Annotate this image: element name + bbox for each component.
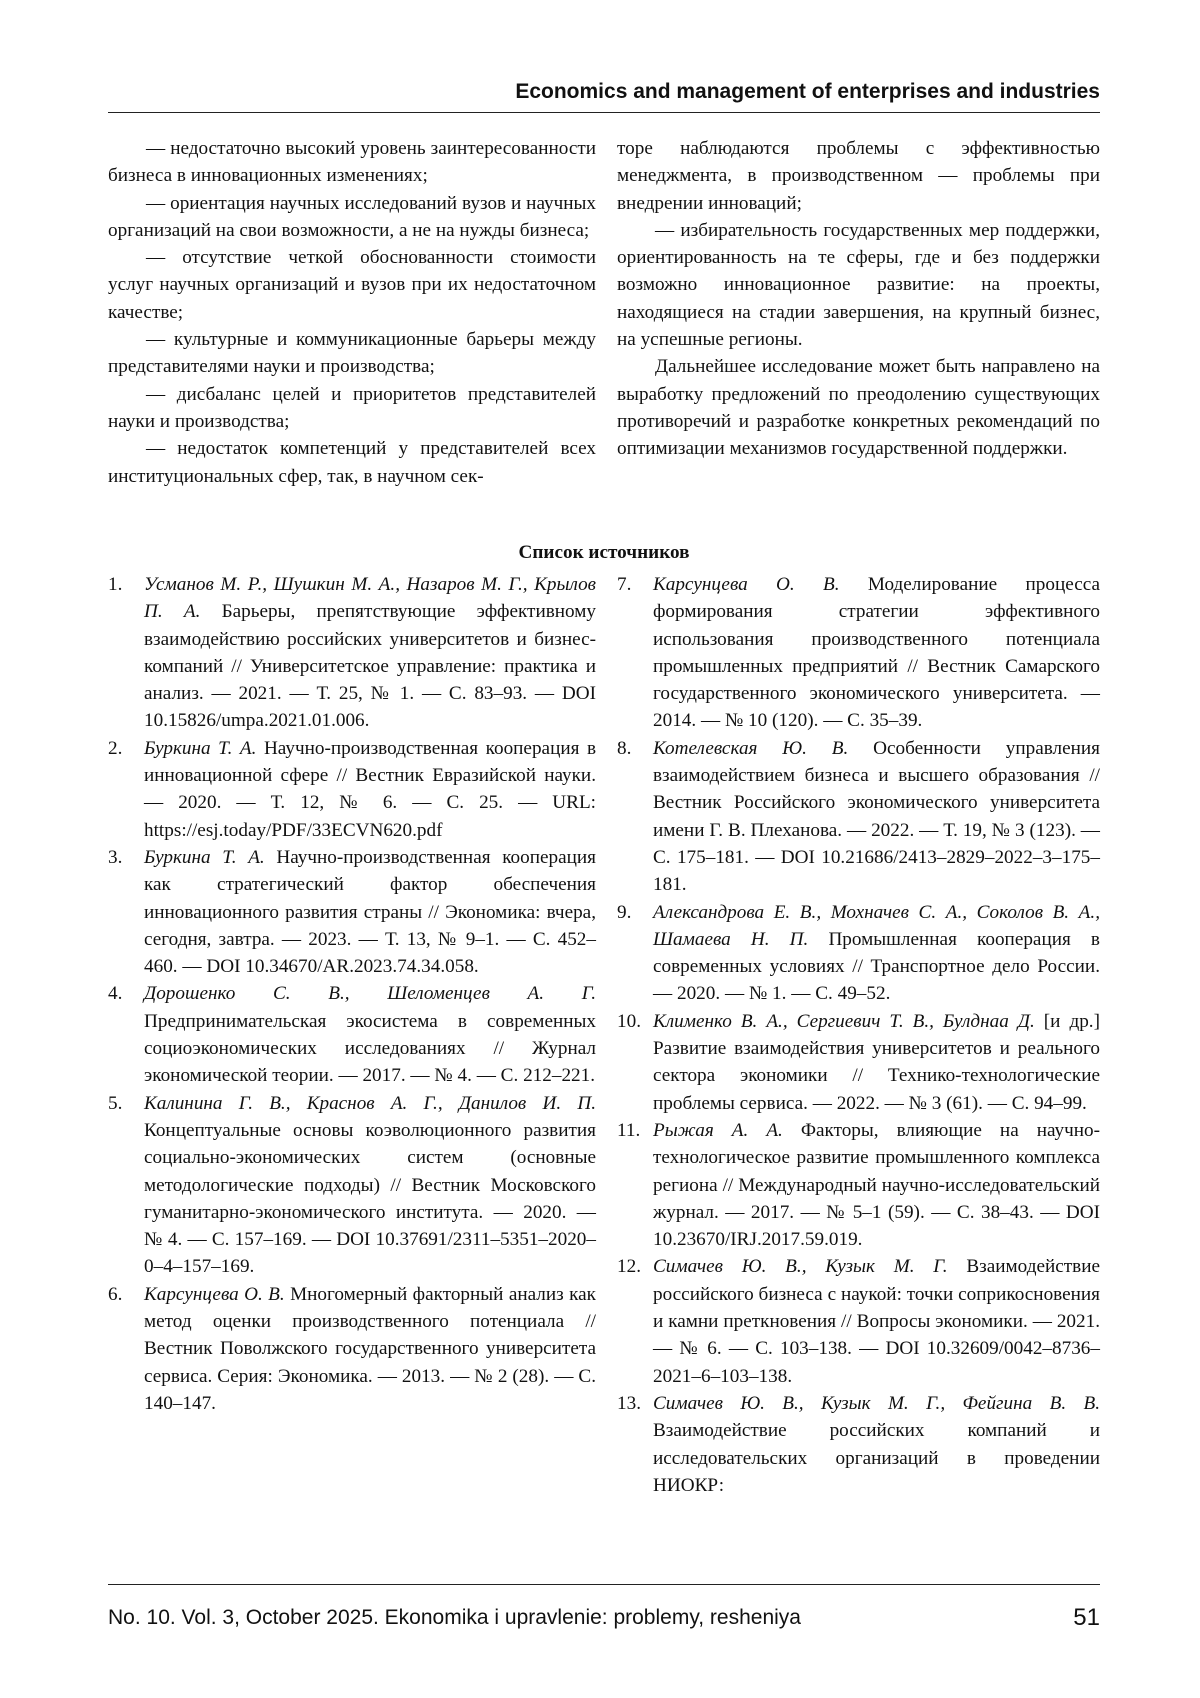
reference-item [108, 1090, 596, 1281]
references-right-column [617, 571, 1100, 1499]
reference-text: Научно-производственная кооперация в инновационной сфере // Вестник Евразийской науки. — 2020. — Т. 12, № 6. — С. 25. — URL: https://esj.today/PDF/33ECVN620.pdf [144, 737, 596, 841]
reference-authors: Буркина Т. А. [144, 846, 265, 868]
paragraph: — отсутствие четкой обоснованности стоимости услуг научных организаций и вузов при их недостаточном качестве; [108, 247, 596, 323]
reference-item [108, 735, 596, 844]
reference-authors: Калинина Г. В., Краснов А. Г., Данилов И. П. [144, 1092, 596, 1114]
reference-authors: Дорошенко С. В., Шеломенцев А. Г. [144, 983, 596, 1005]
references-left-column [108, 571, 596, 1417]
reference-text: Взаимодействие российских компаний и исследовательских организаций в проведении НИОКР: [653, 1420, 1100, 1496]
reference-item [617, 571, 1100, 735]
reference-item [108, 571, 596, 735]
footer-rule [108, 1584, 1100, 1585]
reference-text: Промышленная кооперация в современных условиях // Транспортное дело России. — 2020. — № 1. — С. 49–52. [653, 928, 1100, 1005]
right-text-column [617, 135, 1100, 463]
paragraph: — недостаточно высокий уровень заинтересованности бизнеса в инновационных изменениях; [108, 138, 596, 187]
reference-number: 12. [617, 1256, 641, 1278]
reference-authors: Симачев Ю. В., Кузык М. Г., Фейгина В. В. [653, 1392, 1100, 1414]
reference-item [617, 735, 1100, 899]
reference-text: Научно-производственная кооперация как стратегический фактор обеспечения инновационного развития страны // Экономика: вчера, сегодня, завтра. — 2023. — Т. 13, № 9–1. — С. 452–460. — DOI 10.34670/AR.2023.74.34.058. [144, 846, 596, 978]
paragraph: торе наблюдаются проблемы с эффективностью менеджмента, в производственном — проблемы при внедрении инноваций; [617, 138, 1100, 214]
reference-number: 5. [108, 1092, 123, 1114]
reference-authors: Симачев Ю. В., Кузык М. Г. [653, 1256, 948, 1278]
footer-journal-info: No. 10. Vol. 3, October 2025. Ekonomika i upravlenie: problemy, resheniya [108, 1606, 801, 1629]
reference-authors: Котелевская Ю. В. [653, 737, 849, 759]
header-rule [108, 112, 1100, 113]
reference-number: 10. [617, 1010, 641, 1032]
reference-item [617, 1390, 1100, 1499]
reference-item [108, 844, 596, 980]
reference-item [617, 1008, 1100, 1117]
paragraph: Дальнейшее исследование может быть направлено на выработку предложений по преодолению существующих противоречий и разработке конкретных рекомендаций по оптимизации механизмов государственной поддержки. [617, 356, 1100, 460]
paragraph: — культурные и коммуникационные барьеры между представителями науки и производства; [108, 329, 596, 378]
reference-number: 13. [617, 1392, 641, 1414]
reference-text: Особенности управления взаимодействием бизнеса и высшего образования // Вестник Российского экономического университета имени Г. В. Плеханова. — 2022. — Т. 19, № 3 (123). — С. 175–181. — DOI 10.21686/2413–2829–2022–3–175–181. [653, 737, 1100, 896]
reference-number: 7. [617, 574, 632, 595]
paragraph: — дисбаланс целей и приоритетов представителей науки и производства; [108, 383, 596, 432]
reference-item [617, 899, 1100, 1008]
reference-number: 4. [108, 983, 123, 1005]
references-title: Список источников [518, 542, 690, 563]
paragraph: — избирательность государственных мер поддержки, ориентированность на те сферы, где и без поддержки возможно инновационное развитие: на проекты, находящиеся на стадии завершения, на крупный бизнес, на успешные регионы. [617, 219, 1100, 351]
reference-text: Многомерный факторный анализ как метод оценки производственного потенциала // Вестник Поволжского государственного университета сервиса. Серия: Экономика. — 2013. — № 2 (28). — С. 140–147. [144, 1283, 596, 1414]
reference-text: Взаимодействие российского бизнеса с наукой: точки соприкосновения и камни преткновения // Вопросы экономики. — 2021. — № 6. — С. 103–138. — DOI 10.32609/0042–8736–2021–6–103–138. [653, 1256, 1100, 1387]
reference-item [617, 1117, 1100, 1253]
reference-authors: Карсунцева О. В. [144, 1283, 285, 1305]
reference-text: Факторы, влияющие на научно-технологическое развитие промышленного комплекса региона // Международный научно-исследовательский журнал. — 2017. — № 5–1 (59). — С. 38–43. — DOI 10.23670/IRJ.2017.59.019. [653, 1119, 1101, 1251]
reference-authors: Усманов М. Р., Шушкин М. А., Назаров М. Г., Крылов П. А. [144, 574, 596, 623]
reference-authors: Александрова Е. В., Мохначев С. А., Соколов В. А., Шамаева Н. П. [653, 901, 1100, 950]
page-number: 51 [1073, 1604, 1100, 1631]
reference-text: Барьеры, препятствующие эффективному взаимодействию российских университетов и бизнес-компаний // Университетское управление: практика и анализ. — 2021. — Т. 25, № 1. — С. 83–93. — DOI 10.15826/umpa.2021.01.006. [144, 601, 597, 732]
reference-item [108, 1281, 596, 1417]
reference-number: 6. [108, 1283, 123, 1305]
reference-item [617, 1253, 1100, 1389]
paragraph: — недостаток компетенций у представителей всех институциональных сфер, так, в научном сек- [108, 438, 596, 487]
reference-authors: Карсунцева О. В. [653, 574, 840, 595]
reference-number: 9. [617, 901, 632, 923]
reference-text: Предпринимательская экосистема в современных социоэкономических исследованиях // Журнал экономической теории. — 2017. — № 4. — С. 212–221. [144, 1010, 596, 1087]
reference-authors: Рыжая А. А. [653, 1119, 783, 1141]
running-header: Economics and management of enterprises and industries [515, 80, 1100, 103]
reference-number: 1. [108, 574, 123, 595]
reference-number: 8. [617, 737, 632, 759]
reference-authors: Буркина Т. А. [144, 737, 257, 759]
reference-number: 3. [108, 846, 123, 868]
reference-text: Концептуальные основы коэволюционного развития социально-экономических систем (основные методологические подходы) // Вестник Московского гуманитарно-экономического института. — 2020. — № 4. — С. 157–169. — DOI 10.37691/2311–5351–2020–0–4–157–169. [144, 1119, 596, 1278]
reference-item [108, 980, 596, 1089]
reference-authors: Клименко В. А., Сергиевич Т. В., Булднаа Д. [653, 1010, 1035, 1032]
reference-number: 11. [617, 1119, 641, 1141]
reference-text: Моделирование процесса формирования стратегии эффективного использования производственного потенциала промышленных предприятий // Вестник Самарского государственного экономического университета. — 2014. — № 10 (120). — С. 35–39. [653, 574, 1100, 732]
reference-text: [и др.] Развитие взаимодействия университетов и реального сектора экономики // Технико-технологические проблемы сервиса. — 2022. — № 3 (61). — С. 94–99. [653, 1010, 1100, 1114]
reference-number: 2. [108, 737, 123, 759]
paragraph: — ориентация научных исследований вузов и научных организаций на свои возможности, а не на нужды бизнеса; [108, 192, 596, 241]
left-text-column [108, 135, 596, 490]
